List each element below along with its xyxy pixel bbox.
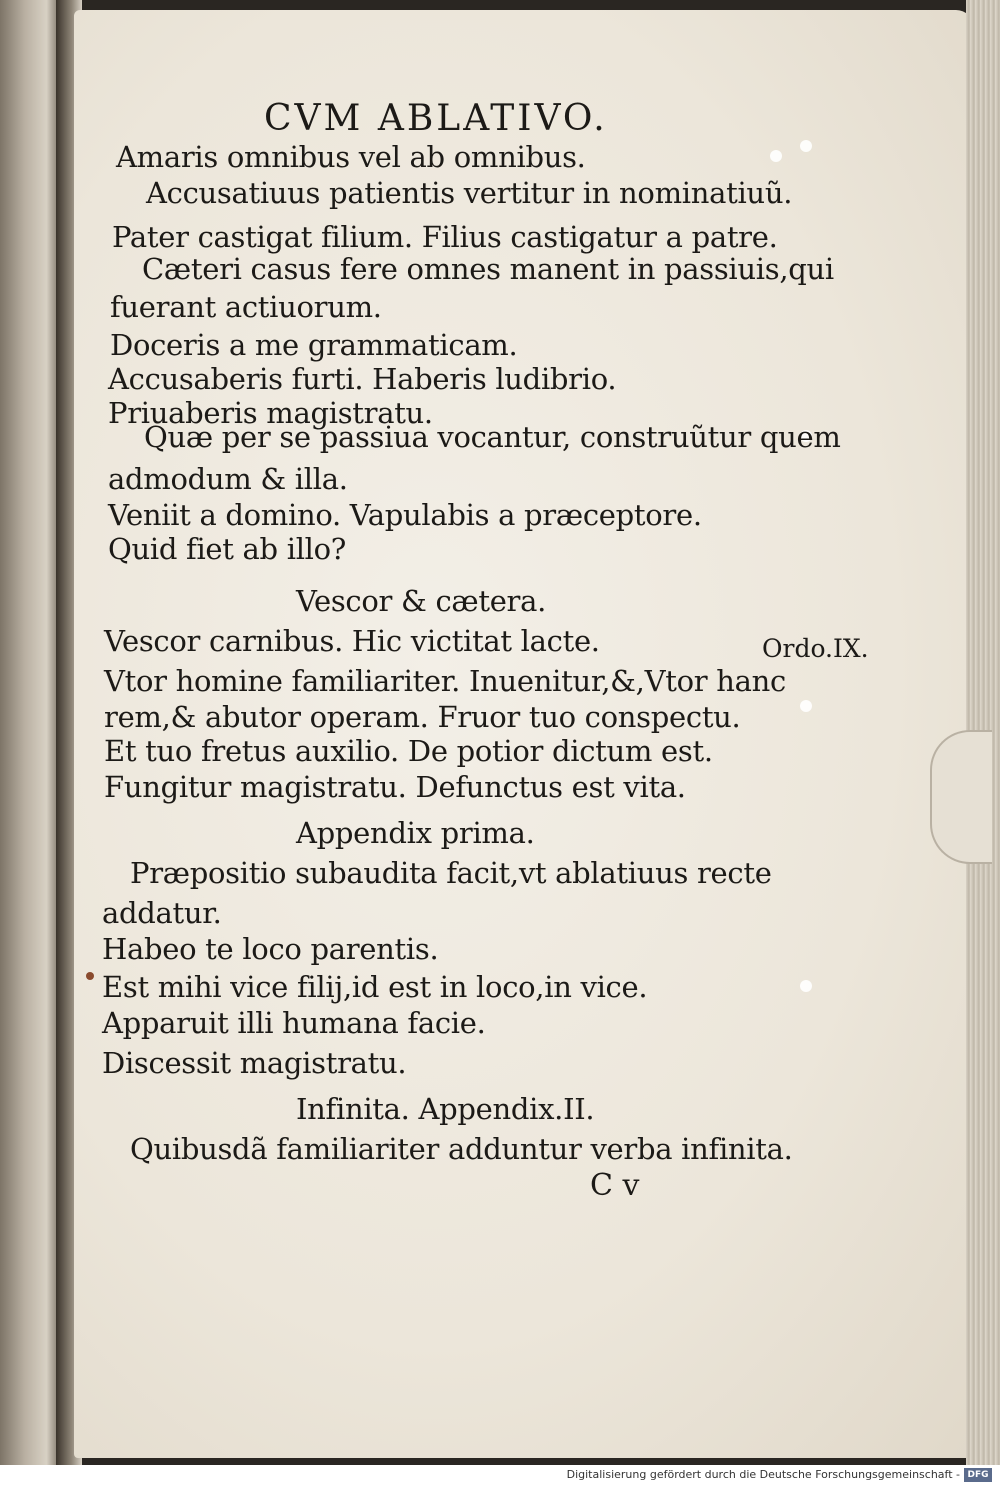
text-line: Accusatiuus patientis vertitur in nominatiuũ. xyxy=(146,176,793,210)
footer-bar xyxy=(0,1465,1000,1486)
text-line: Quæ per se passiua vocantur, construũtur quem xyxy=(144,420,841,454)
footer-credit: Digitalisierung gefördert durch die Deutsche Forschungsgemeinschaft - xyxy=(566,1468,960,1481)
text-line: fuerant actiuorum. xyxy=(110,290,382,324)
text-line: Amaris omnibus vel ab omnibus. xyxy=(116,140,586,174)
page-tab xyxy=(930,730,992,864)
text-line: addatur. xyxy=(102,896,222,930)
text-line: Veniit a domino. Vapulabis a præceptore. xyxy=(108,498,702,532)
text-line: Habeo te loco parentis. xyxy=(102,932,439,966)
page-hole xyxy=(800,980,812,992)
text-line: Cæteri casus fere omnes manent in passiuis,qui xyxy=(142,252,834,286)
left-page-edge xyxy=(0,0,62,1465)
text-line: Apparuit illi humana facie. xyxy=(102,1006,486,1040)
signature-mark: C v xyxy=(590,1168,640,1203)
text-line: admodum & illa. xyxy=(108,462,348,496)
text-line: Quid fiet ab illo? xyxy=(108,532,347,566)
ink-spot xyxy=(86,972,94,980)
page-hole xyxy=(800,140,812,152)
page-hole xyxy=(770,150,782,162)
section-title: Appendix prima. xyxy=(296,816,535,850)
text-line: Accusaberis furti. Haberis ludibrio. xyxy=(108,362,617,396)
text-line: Est mihi vice filij,id est in loco,in vice. xyxy=(102,970,648,1004)
text-line: rem,& abutor operam. Fruor tuo conspectu. xyxy=(104,700,741,734)
text-line: Vescor carnibus. Hic victitat lacte. xyxy=(104,624,600,658)
text-line: Doceris a me grammaticam. xyxy=(110,328,518,362)
text-line: Fungitur magistratu. Defunctus est vita. xyxy=(104,770,686,804)
text-line: Præpositio subaudita facit,vt ablatiuus recte xyxy=(130,856,772,890)
text-line: Quibusdã familiariter adduntur verba infinita. xyxy=(130,1132,793,1166)
text-line: Pater castigat filium. Filius castigatur a patre. xyxy=(112,220,778,254)
page-heading: CVM ABLATIVO. xyxy=(264,98,608,139)
page-hole xyxy=(800,700,812,712)
text-line: Discessit magistratu. xyxy=(102,1046,407,1080)
section-title: Vescor & cætera. xyxy=(296,584,547,618)
text-line: Vtor homine familiariter. Inuenitur,&,Vtor hanc xyxy=(104,664,786,698)
section-title: Infinita. Appendix.II. xyxy=(296,1092,595,1126)
text-line: Priuaberis magistratu. xyxy=(108,396,433,430)
dfg-logo-icon: DFG xyxy=(964,1468,992,1482)
margin-note: Ordo.IX. xyxy=(762,634,869,663)
text-line: Et tuo fretus auxilio. De potior dictum est. xyxy=(104,734,713,768)
